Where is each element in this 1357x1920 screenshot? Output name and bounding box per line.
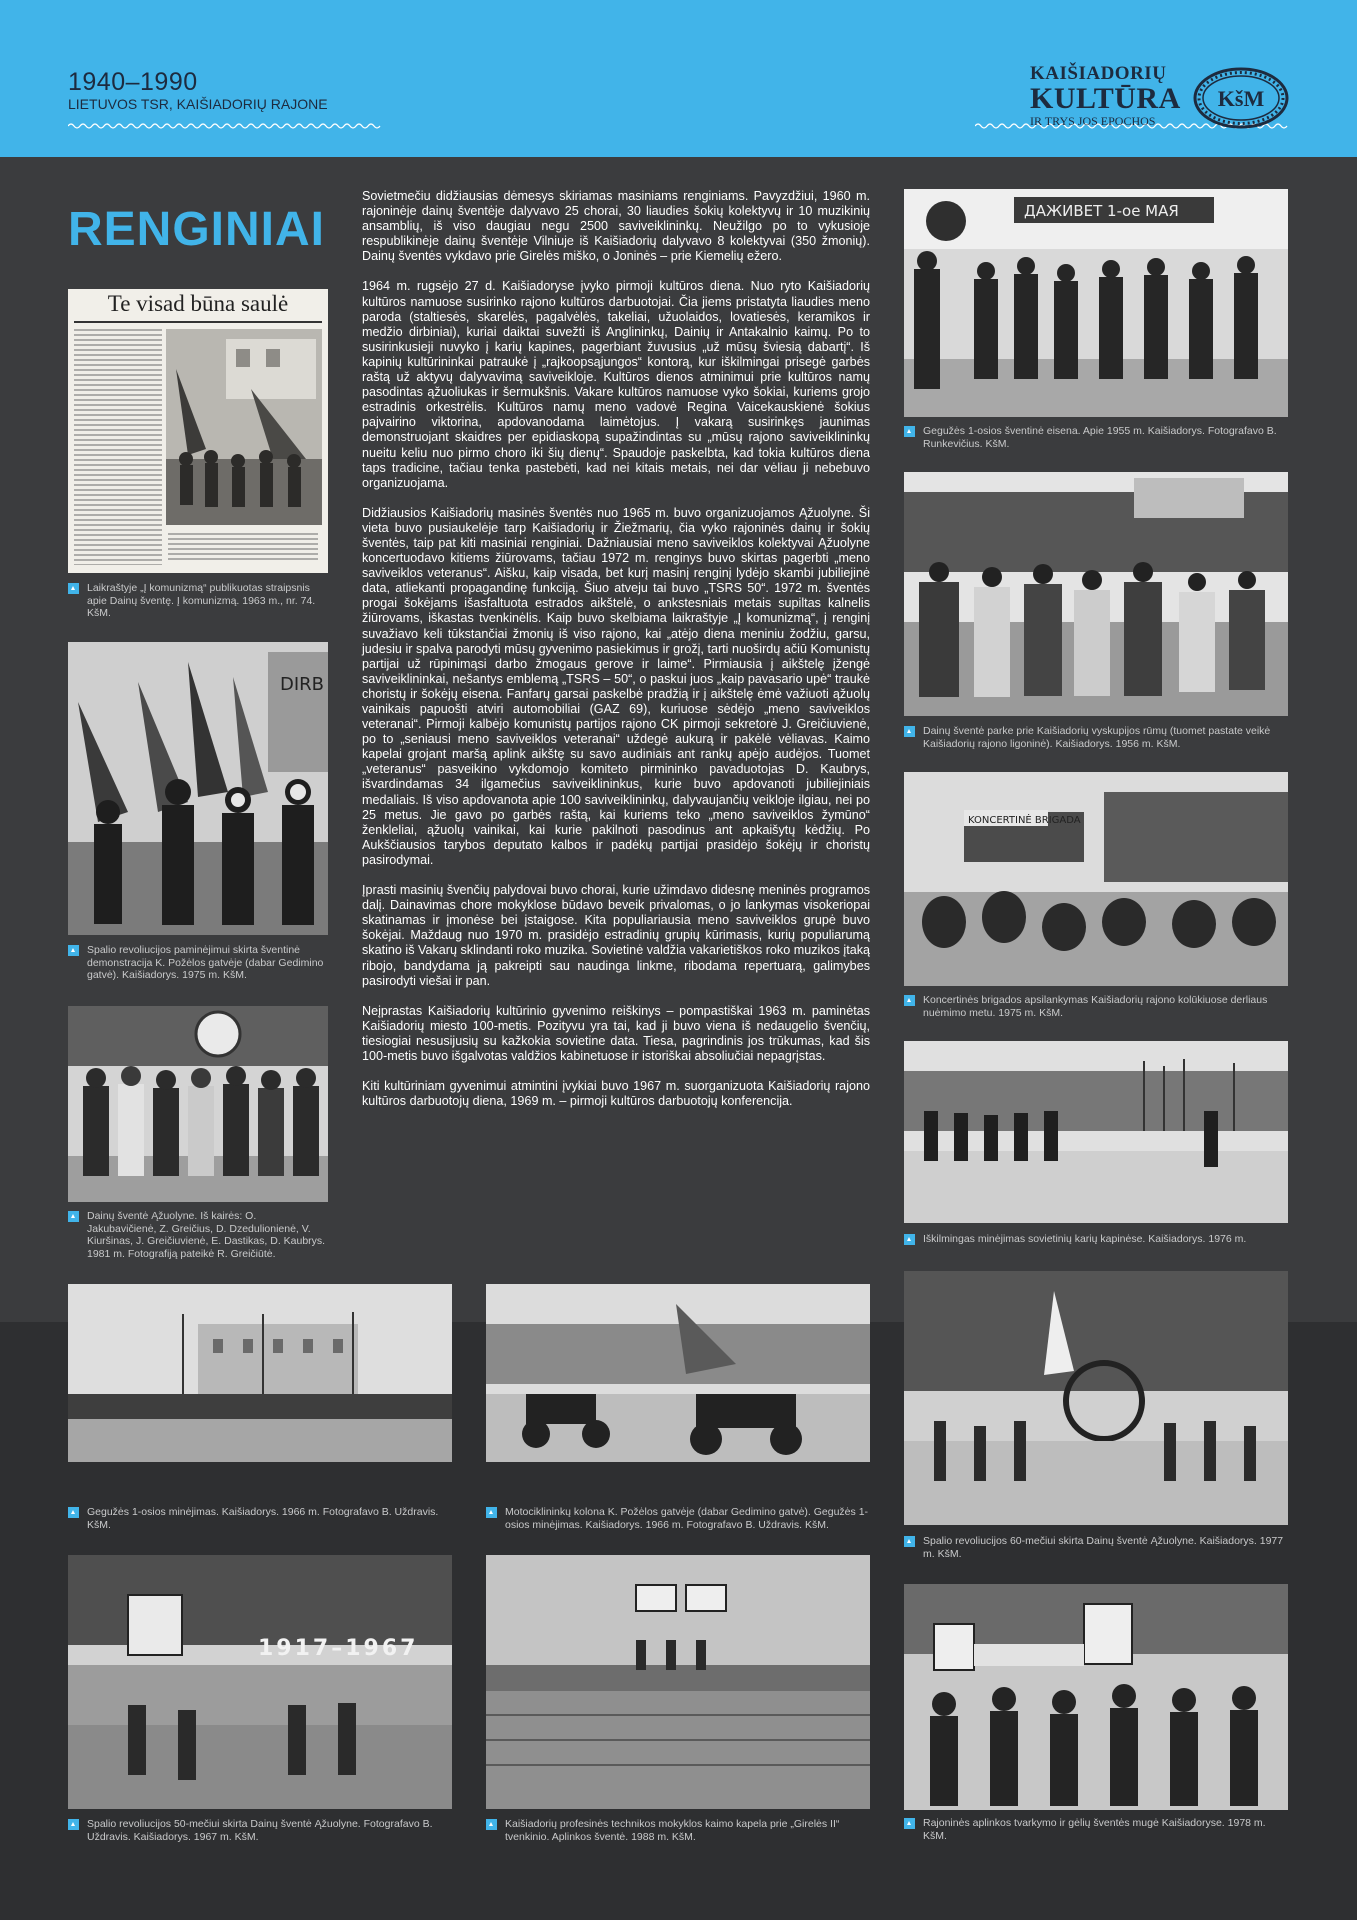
- caption-arrow-icon: [486, 1819, 497, 1830]
- brand-line-2: KULTŪRA: [1030, 82, 1181, 115]
- caption-left-1: [68, 582, 328, 620]
- caption-text: Spalio revoliucijos 60-mečiui skirta Dainų šventė Ąžuolyne. Kaišiadorys. 1977 m. KšM.: [923, 1535, 1284, 1560]
- caption-arrow-icon: [486, 1507, 497, 1518]
- caption-arrow-icon: [904, 426, 915, 437]
- caption-text: Dainų šventė parke prie Kaišiadorių vyskupijos rūmų (tuomet pastate veikė Kaišiadorių rajono ligoninė). Kaišiadorys. 1956 m. KšM.: [923, 725, 1271, 750]
- wave-divider-left: [68, 122, 383, 130]
- article-body: [362, 189, 870, 1124]
- paragraph: Neįprastas Kaišiadorių kultūrinio gyvenimo reiškinys – pompastiškai 1963 m. paminėtas Kaišiadorių miesto 100-metis. Pozityvu yra tai, kad ji buvo viena iš nedaugelio švenčių, tiesiogiai nesusijusių su kažkokia sovietine data. Tiesa, pagrindinis jos trūkumas, kad šis 100-metis buvo išgalvotas valdžios kabinetuose ir istoriškai absoliučiai nepagrįstas.: [362, 1003, 870, 1063]
- caption-text: Gegužės 1-osios minėjimas. Kaišiadorys. 1966 m. Fotografavo B. Uždravis. KšM.: [87, 1506, 439, 1531]
- logo-text: KšM: [1217, 86, 1265, 111]
- caption-text: Motociklininkų kolona K. Požėlos gatvėje (dabar Gedimino gatvė). Gegužės 1-osios minėjimas. Kaišiadorys. 1966 m. Fotografavo B. Uždravis. KšM.: [505, 1506, 869, 1531]
- paragraph: Didžiausios Kaišiadorių masinės šventės nuo 1965 m. buvo organizuojamos Ąžuolyne. Ši vieta buvo pusiaukelėje tarp Kaišiadorių ir Žiežmarių, čia vyko rajoninės dainų ir šokių šventės, taip pat kiti masiniai renginiai. Dažniausiai meno saviveiklos kolektyvai Ąžuolyne koncertuodavo kitiems žiūrovams, tačiau 1972 m. renginys buvo skirtas pagerbti „meno saviveiklos veteranus“. Aišku, kaip visada, bet kurį masinį renginį lydėjo skambi jubiliejinė data, atliekanti propagandinę funkciją. Šiuo atveju tai buvo „TSRS 50“. 1972 m. šventės progai šokėjams išasfaltuota estrados aikštelė, o ankstesniais metais supiltas kalnelis žiūrovams, iškastas tvenkinėlis. Kaip buvo skelbiama laikraštyje „Į komunizmą“, į renginį suvažiavo keli tūkstančiai žmonių iš viso rajono, kai „atėjo diena meniniu žodžiu, garsu, judesiu ir spalva parodyti mūsų gyvenimo pasiekimus ir grožį, tarti nuoširdų ačiū Komunistų partijai už rūpinimąsi darbo žmogaus gerove ir laime“. Pirmiausia į aikštelę įžengė saviveiklininkai, nešantys emblemą „TSRS – 50“, o paskui juos „kaip pavasario upė“ traukė choristų ir šokėjų eisena. Fanfarų garsai paskelbė pradžią ir į aikštelę ėmė važiuoti ąžuolų vainikais papuošti atviri automobiliai (GAZ 69), kuriuose sėdėjo „meno saviveiklos veteranai“. Pirmoji kalbėjo komunistų partijos rajono CK pirmoji sekretorė J. Greičiuvienė, po to „seniausi meno saviveiklos veteranai“ uždegė aukurą ir pakėlė vėliavas. Kaimo kapelai grojant maršą aplink aikštę su savo audiniais ant rankų apėjo audėjos. Tuomet „veteranus“ pasveikino vykdomojo komiteto pirmininko pavaduotojas D. Kaubrys, išvardindamas 34 ilgamečius saviveiklininkus, kurie buvo apdovanoti jubiliejiniais medaliais. Iš viso apdovanota apie 100 saviveiklininkų, dalyvaujančių veikloje ilgiau, nei po 25 metus. Jie gavo po garbės raštą, kai kuriems teko „meno saviveiklos žymūno“ ženkleliai, ąžuolų vainikai, kai kurie pakilnoti pasodinus ant apkaišytų kėdžių. Po Aukščiausios tarybos deputato kalbos ir padėkų partijai prasidėjo šokėjų ir choristų pasirodymai.: [362, 505, 870, 867]
- caption-arrow-icon: [904, 726, 915, 737]
- photo-concert-brigade: [904, 772, 1288, 986]
- caption-arrow-icon: [68, 1211, 79, 1222]
- sign-text: DIRB: [280, 674, 325, 695]
- caption-left-2: [68, 944, 328, 982]
- caption-bottom-1: [68, 1506, 452, 1531]
- caption-arrow-icon: [68, 1819, 79, 1830]
- header-bar: [0, 0, 1357, 157]
- paragraph: Kiti kultūriniam gyvenimui atmintini įvykiai buvo 1967 m. suorganizuota Kaišiadorių rajono kultūros darbuotojų diena, 1969 m. – pirmoji kultūros darbuotojų konferencija.: [362, 1079, 870, 1109]
- caption-bottom-2: [486, 1506, 870, 1531]
- photo-festival-group: [68, 1006, 328, 1202]
- newspaper-clipping: [68, 289, 328, 573]
- photo-may-day-parade: [904, 189, 1288, 417]
- caption-text: Iškilmingas minėjimas sovietinių karių kapinėse. Kaišiadorys. 1976 m.: [923, 1233, 1247, 1245]
- caption-bottom-3: [68, 1818, 452, 1843]
- caption-arrow-icon: [904, 1234, 915, 1245]
- caption-arrow-icon: [68, 1507, 79, 1518]
- caption-text: Kaišiadorių profesinės technikos mokyklos kaimo kapela prie „Girelės II“ tvenkinio. Aplinkos šventė. 1988 m. KšM.: [505, 1818, 840, 1843]
- paragraph: 1964 m. rugsėjo 27 d. Kaišiadoryse įvyko pirmoji kultūros diena. Nuo ryto Kaišiadorių kultūros namuose susirinko rajono kultūros darbuotojai. Čia jiems pristatyta liaudies meno paroda (staltiesės, skarelės, pagalvėlės, takeliai, užuolaidos, lovatiesės, keramikos ir medžio dirbiniai), kuriai daiktai suvežti iš Anglininkų, Dainių ir Antakalnio kaimų. Po to susirinkusieji nuvyko į karių kapines, pagerbiant žuvusius „už mūsų šviesią dabartį“. Iš kapinių kultūrininkai patraukė į „rajkoopsąjungos“ kontorą, kur iškilmingai prisegė garbės raštą už aktyvų dalyvavimą saviveikloje. Kultūros dienos atminimui prie kultūros namų pasodintas ąžuoliukas ir šermukšnis. Vakare kultūros namuose vyko šokiai, kuriems grojo estradinis orkestrėlis. Kultūros namų meno vadovė Regina Vaicekauskienė šokius pajvairino viktorina, apdovanodama laimėtojus. Į vakarą susirinkęs jaunimas demonstruojant skaidres per epidiaskopą supažindintas su „mūsų rajono saviveiklininkų nueitu keliu nuo pirmo choro iki šių dienų“. Spaudoje paskelbta, kad tokia kultūros diena taps tradicine, tačiau tenka pastebėti, kad nei kitais metais, nei dar vėliau ji nebebuvo organizuojama.: [362, 279, 870, 490]
- caption-text: Dainų šventė Ąžuolyne. Iš kairės: O. Jakubavičienė, Z. Greičius, D. Dzedulionienė, V. Kiuršinas, J. Greičiuvienė, E. Dastikas, D. Kaubrys. 1981 m. Fotografiją pateikė R. Greičiūtė.: [87, 1210, 326, 1260]
- photo-may-day-1966: [68, 1284, 452, 1462]
- caption-arrow-icon: [904, 995, 915, 1006]
- brigade-sign-text: KONCERTINĖ BRIGADA: [968, 815, 1081, 826]
- caption-right-5: [904, 1535, 1288, 1560]
- clipping-headline: Te visad būna saulė: [107, 291, 289, 316]
- paragraph: Sovietmečiu didžiausias dėmesys skiriamas masiniams renginiams. Pavyzdžiui, 1960 m. rajoninėje dainų šventėje dalyvavo 25 chorai, 30 liaudies šokių kolektyvų ir 10 muzikinių ansamblių, iš viso daugiau negu 2500 saviveiklininkų. Neužilgo po to vykusioje respublikinėje dainų šventėje Vilniuje iš Kaišiadorių dalyvavo 8 kolektyvai (350 žmonių). Dainų šventės vykdavo prie Girelės miško, o Joninės – prie Kiemelių ežero.: [362, 189, 870, 264]
- caption-text: Koncertinės brigados apsilankymas Kaišiadorių rajono kolūkiuose derliaus nuėmimo metu. 1975 m. KšM.: [923, 994, 1268, 1019]
- caption-text: Spalio revoliucijos 50-mečiui skirta Dainų šventė Ąžuolyne. Fotografavo B. Uždravis. Kaišiadorys. 1967 m. KšM.: [87, 1818, 433, 1843]
- clipping-text-column: [74, 329, 162, 565]
- caption-arrow-icon: [904, 1536, 915, 1547]
- caption-bottom-4: [486, 1818, 870, 1843]
- caption-right-1: [904, 425, 1288, 450]
- clipping-rule: [74, 321, 322, 323]
- caption-right-3: [904, 994, 1288, 1019]
- caption-left-3: [68, 1210, 328, 1260]
- caption-text: Rajoninės aplinkos tvarkymo ir gėlių šventės mugė Kaišiadoryse. 1978 m. KšM.: [923, 1817, 1266, 1842]
- anniversary-sign-text: 1917–1967: [258, 1636, 419, 1661]
- period-label: 1940–1990: [68, 68, 198, 96]
- banner-text: ДАЖИВЕТ 1-ое МАЯ: [1024, 202, 1179, 220]
- period-subtitle: LIETUVOS TSR, KAIŠIADORIŲ RAJONE: [68, 96, 328, 112]
- photo-motorcycle-column: [486, 1284, 870, 1462]
- brand-line-1: KAIŠIADORIŲ: [1030, 63, 1167, 84]
- brand-wordmark: [1030, 64, 1181, 127]
- photo-pond-kapela: [486, 1555, 870, 1809]
- caption-right-6: [904, 1817, 1288, 1842]
- brand-line-3: IR TRYS JOS EPOCHOS: [1030, 114, 1156, 128]
- photo-flags-demonstration: [68, 642, 328, 935]
- museum-seal-logo: [1193, 67, 1289, 129]
- caption-arrow-icon: [68, 945, 79, 956]
- caption-right-4: [904, 1233, 1288, 1246]
- caption-arrow-icon: [904, 1818, 915, 1829]
- paragraph: Įprasti masinių švenčių palydovai buvo chorai, kurie užimdavo didesnę meninės programos dalį. Dainavimas chore mokyklose būdavo beveik privalomas, o jo lankymas visokeriopai skatinamas ir įmonėse bei įstaigose. Kita populiariausia meno saviveiklos grupė buvo šokėjai. Maždaug nuo 1970 m. prasidėjo estradinių grupių kūrimasis, kurių populiarumą skatino iš Vakarų sklindanti roko muzika. Sovietinė valdžia vakarietiškos roko muzikos įtaką ribojo, bandydama ją pakreipti sau naudinga linkme, ribodama repertuarą, galimybes pasirodyti viešai ir pan.: [362, 883, 870, 988]
- clipping-photo: [166, 329, 322, 525]
- caption-text: Gegužės 1-osios šventinė eisena. Apie 1955 m. Kaišiadorys. Fotografavo B. Runkevičius. KšM.: [923, 425, 1277, 450]
- caption-arrow-icon: [68, 583, 79, 594]
- caption-right-2: [904, 725, 1288, 750]
- photo-flower-fair: [904, 1584, 1288, 1810]
- clipping-footer-text: [168, 533, 318, 563]
- photo-song-festival-1967: [68, 1555, 452, 1809]
- caption-text: Laikraštyje „Į komunizmą“ publikuotas straipsnis apie Dainų šventę. Į komunizmą. 1963 m., nr. 74. KšM.: [87, 582, 316, 620]
- photo-memorial-ceremony: [904, 1041, 1288, 1223]
- photo-song-festival-park: [904, 472, 1288, 716]
- caption-text: Spalio revoliucijos paminėjimui skirta šventinė demonstracija K. Požėlos gatvėje (dabar Gedimino gatvė). Kaišiadorys. 1975 m. KšM.: [87, 944, 324, 982]
- page-title: RENGINIAI: [68, 203, 326, 256]
- photo-song-festival-1977: [904, 1271, 1288, 1525]
